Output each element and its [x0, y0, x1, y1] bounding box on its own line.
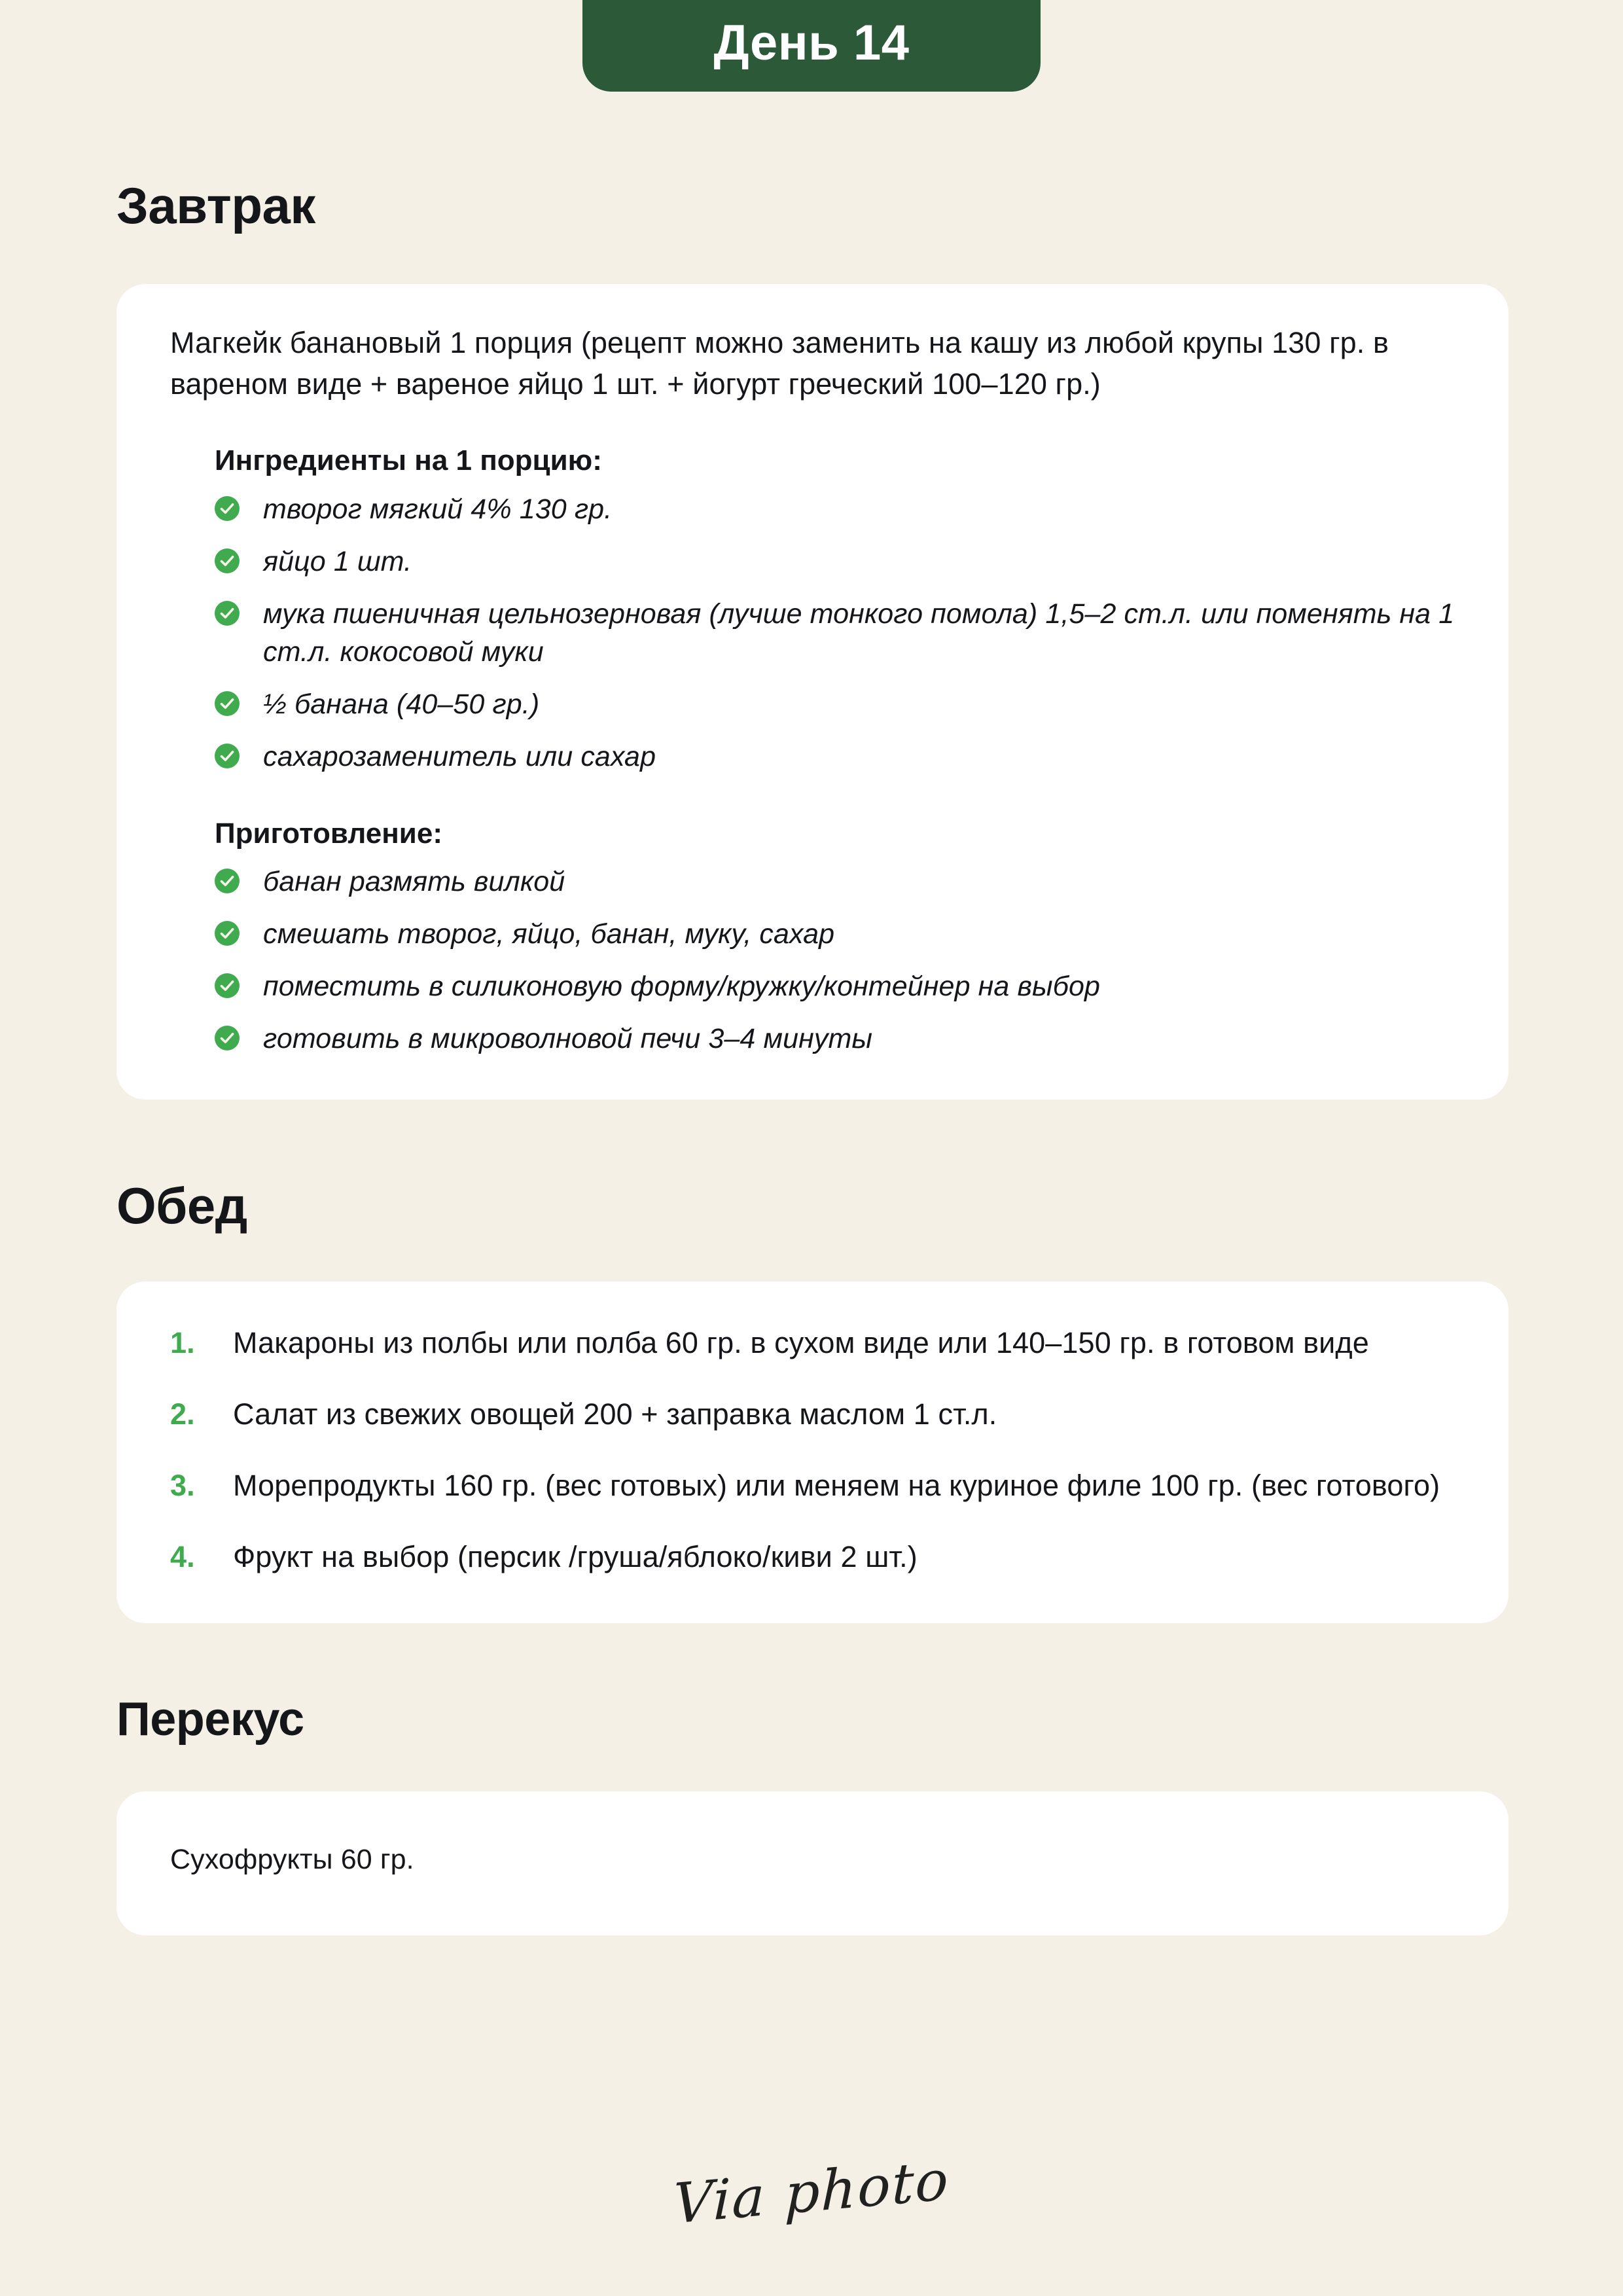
list-item-label: банан размять вилкой: [263, 866, 565, 898]
check-circle-icon: [215, 921, 240, 946]
preparation-title: Приготовление:: [215, 817, 442, 850]
preparation-block: [215, 815, 1460, 1058]
list-item: [215, 863, 1460, 901]
list-item: [170, 1536, 1460, 1577]
watermark-container: [0, 2147, 1623, 2236]
day-badge-container: [0, 0, 1623, 92]
ingredients-block: [215, 442, 1460, 775]
list-item: [170, 1322, 1460, 1363]
section-heading-breakfast: Завтрак: [116, 176, 315, 234]
ingredients-list: [215, 490, 1460, 776]
list-item: [215, 967, 1460, 1005]
lunch-list: [170, 1322, 1460, 1577]
list-item: [215, 1020, 1460, 1058]
list-item-label: яйцо 1 шт.: [263, 545, 412, 577]
list-item-label: поместить в силиконовую форму/кружку/контейнер на выбор: [263, 971, 1101, 1003]
list-item-label: Морепродукты 160 гр. (вес готовых) или меняем на куриное филе 100 гр. (вес готового): [233, 1469, 1440, 1503]
list-item: [215, 543, 1460, 581]
list-item-label: Фрукт на выбор (персик /груша/яблоко/киви 2 шт.): [233, 1540, 918, 1574]
list-item-label: готовить в микроволновой печи 3–4 минуты: [263, 1023, 873, 1055]
check-circle-icon: [215, 496, 240, 521]
day-badge: День 14: [582, 0, 1041, 92]
breakfast-intro-text: Магкейк банановый 1 порция (рецепт можно заменить на кашу из любой крупы 130 гр. в вареном виде + вареное яйцо 1 шт. + йогурт греческий 100–120 гр.): [170, 325, 1389, 401]
watermark-signature: Via photo: [673, 2147, 950, 2236]
snack-text: Сухофрукты 60 гр.: [170, 1844, 414, 1876]
check-circle-icon: [215, 744, 240, 768]
list-item-label: Салат из свежих овощей 200 + заправка маслом 1 ст.л.: [233, 1397, 997, 1431]
breakfast-card: [116, 284, 1508, 1100]
list-item-label: мука пшеничная цельнозерновая (лучше тонкого помола) 1,5–2 ст.л. или поменять на 1 ст.л. кокосовой муки: [263, 598, 1455, 668]
list-item: [215, 685, 1460, 723]
check-circle-icon: [215, 601, 240, 626]
lunch-card: [116, 1282, 1508, 1623]
preparation-list: [215, 863, 1460, 1058]
check-circle-icon: [215, 548, 240, 573]
list-item: [215, 490, 1460, 528]
list-item-label: творог мягкий 4% 130 гр.: [263, 493, 613, 525]
check-circle-icon: [215, 869, 240, 893]
ingredients-title: Ингредиенты на 1 порцию:: [215, 444, 602, 477]
list-item: [215, 915, 1460, 953]
list-item: [215, 595, 1460, 671]
snack-card: [116, 1791, 1508, 1935]
check-circle-icon: [215, 973, 240, 998]
list-item-label: Макароны из полбы или полба 60 гр. в сухом виде или 140–150 гр. в готовом виде: [233, 1326, 1369, 1360]
list-item-label: ½ банана (40–50 гр.): [263, 688, 540, 720]
section-heading-lunch: Обед: [116, 1177, 247, 1235]
check-circle-icon: [215, 691, 240, 716]
list-item-label: сахарозаменитель или сахар: [263, 740, 656, 772]
list-item: [170, 1465, 1460, 1506]
section-heading-snack: Перекус: [116, 1693, 304, 1746]
list-item: [170, 1393, 1460, 1435]
check-circle-icon: [215, 1026, 240, 1050]
list-item: [215, 738, 1460, 776]
list-item-label: смешать творог, яйцо, банан, муку, сахар: [263, 918, 835, 950]
